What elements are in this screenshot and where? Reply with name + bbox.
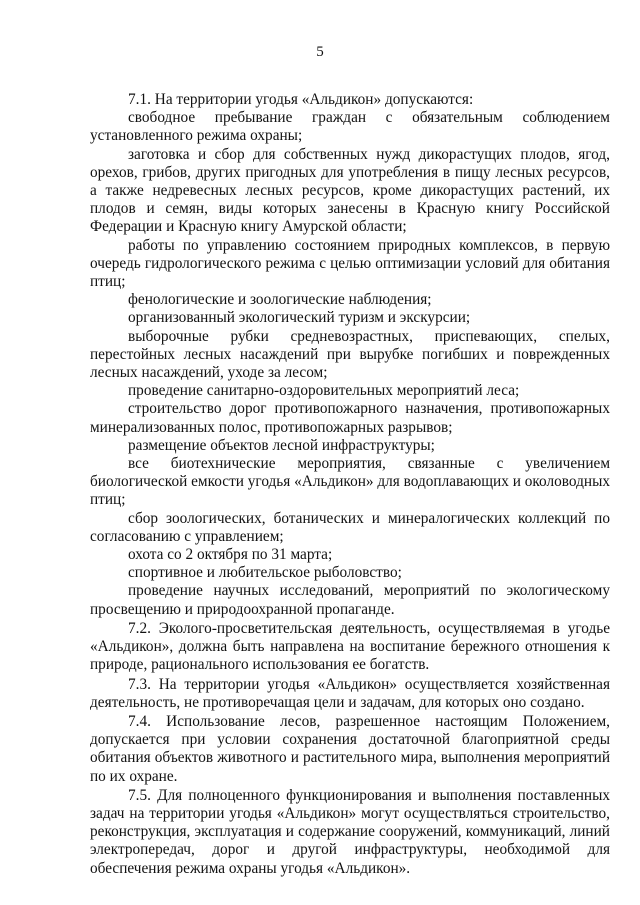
list-item-fire-roads: строительство дорог противопожарного назначения, противопожарных минерализованных полос, противопожарных разрывов;	[90, 400, 610, 436]
section-7-2: 7.2. Эколого-просветительская деятельность, осуществляемая в угодье «Альдикон», должна быть направлена на воспитание бережного отношения к природе, рационального использования ее богатств.	[90, 619, 610, 674]
document-body	[90, 90, 610, 878]
list-item-sanitary-measures: проведение санитарно-оздоровительных мероприятий леса;	[128, 382, 520, 400]
list-item-selective-felling: выборочные рубки средневозрастных, приспевающих, спелых, перестойных лесных насаждений при вырубке погибших и поврежденных лесных насаждений, уходе за лесом;	[90, 327, 610, 382]
list-item-tourism: организованный экологический туризм и экскурсии;	[128, 309, 471, 327]
section-7-3: 7.3. На территории угодья «Альдикон» осуществляется хозяйственная деятельность, не противоречащая цели и задачам, для которых оно создано.	[90, 675, 610, 711]
list-item-fishing: спортивное и любительское рыболовство;	[128, 564, 402, 582]
list-item-biotechnical-measures: все биотехнические мероприятия, связанные с увеличением биологической емкости угодья «Альдикон» для водоплавающих и околоводных птиц;	[90, 455, 610, 509]
section-7-5: 7.5. Для полноценного функционирования и выполнения поставленных задач на территории угодья «Альдикон» могут осуществляться строительство, реконструкция, эксплуатация и содержание сооружений, коммуникаций, линий электропередач, дорог и другой инфраструктуры, необходимой для обеспечения режима охраны угодья «Альдикон».	[90, 786, 610, 877]
list-item-harvesting: заготовка и сбор для собственных нужд дикорастущих плодов, ягод, орехов, грибов, других пригодных для употребления в пищу лесных ресурсов, а также недревесных лесных ресурсов, кроме дикорастущих растений, их плодов и семян, виды которых занесены в Красную книгу Российской Федерации и Красную книгу Амурской области;	[90, 145, 610, 236]
list-item-hunting: охота со 2 октября по 31 марта;	[128, 546, 333, 564]
list-item-observations: фенологические и зоологические наблюдения;	[128, 291, 432, 309]
list-item-research: проведение научных исследований, мероприятий по экологическому просвещению и природоохранной пропаганде.	[90, 582, 610, 618]
section-7-4: 7.4. Использование лесов, разрешенное настоящим Положением, допускается при условии сохранения достаточной благоприятной среды обитания объектов животного и растительного мира, выполнения мероприятий по их охране.	[90, 712, 610, 785]
list-item-collections: сбор зоологических, ботанических и минералогических коллекций по согласованию с управлением;	[90, 509, 610, 545]
page-number: 5	[316, 44, 324, 60]
list-item-free-stay: свободное пребывание граждан с обязательным соблюдением установленного режима охраны;	[90, 109, 610, 145]
section-7-1-heading: 7.1. На территории угодья «Альдикон» допускаются:	[128, 91, 474, 108]
list-item-forest-infrastructure: размещение объектов лесной инфраструктуры;	[128, 436, 435, 454]
list-item-complex-management: работы по управлению состоянием природных комплексов, в первую очередь гидрологического режима с целью оптимизации условий для обитания птиц;	[90, 236, 610, 291]
